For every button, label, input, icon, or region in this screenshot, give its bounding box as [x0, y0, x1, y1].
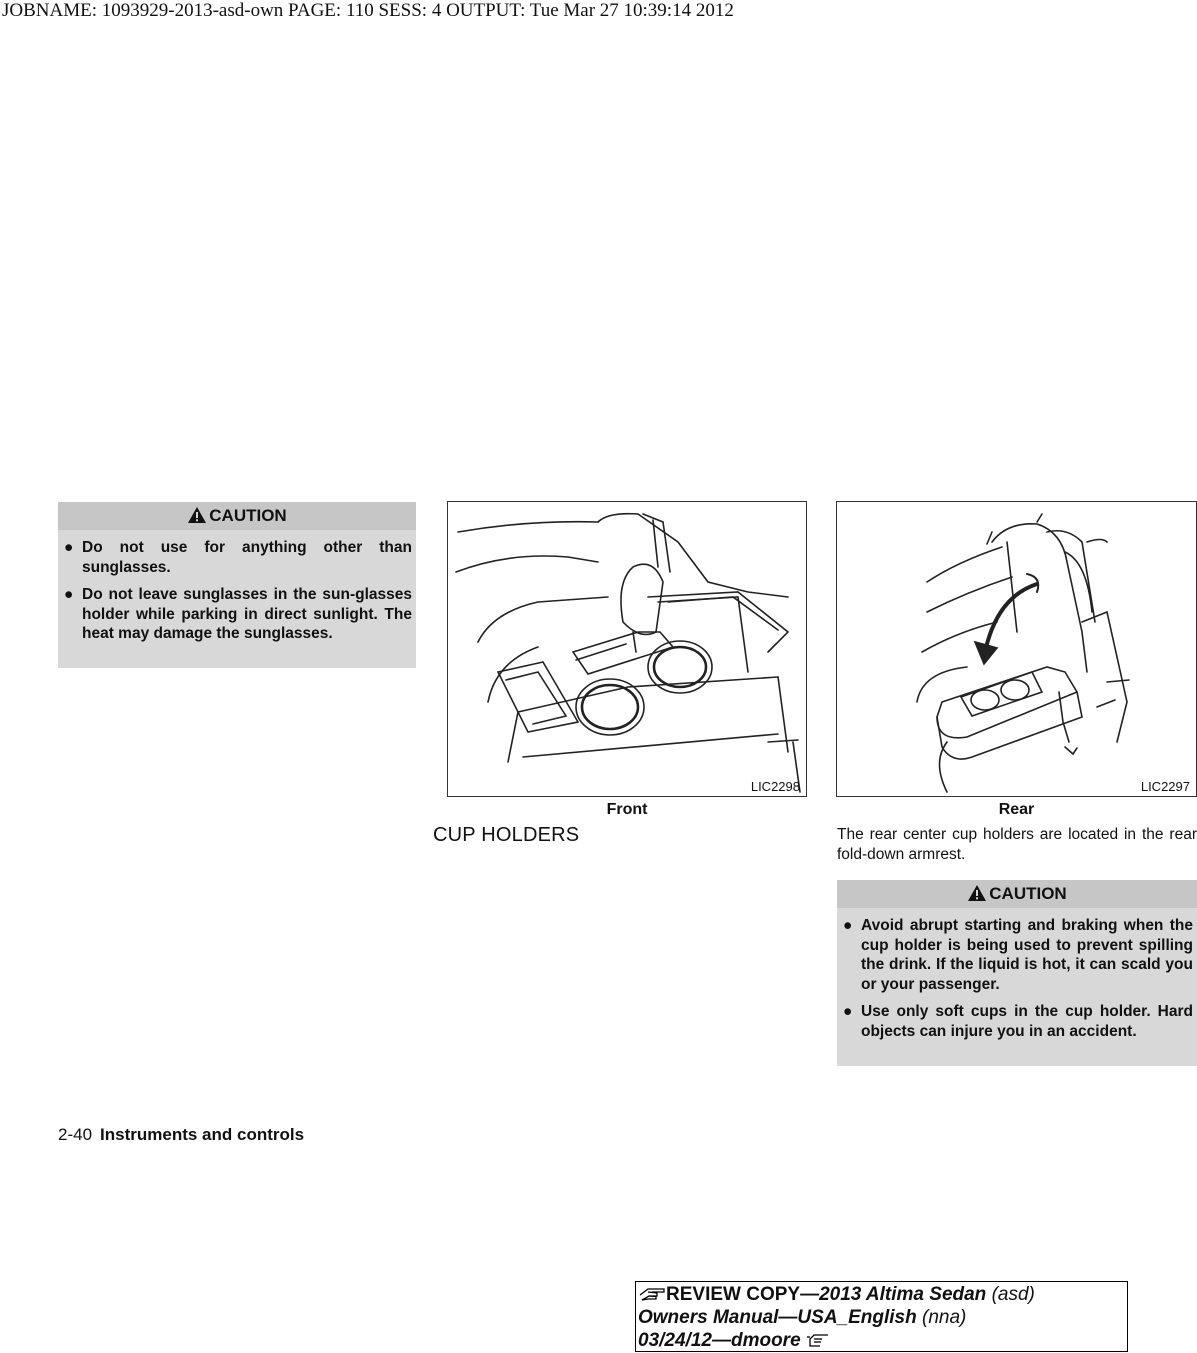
caution-box-left — [58, 502, 416, 668]
figure-front — [447, 501, 807, 797]
pointing-hand-icon — [638, 1285, 666, 1303]
caution-header — [837, 880, 1197, 908]
caution-title: CAUTION — [209, 506, 287, 525]
caution-list — [837, 908, 1197, 1049]
figure-caption-front: Front — [606, 801, 648, 818]
job-header: JOBNAME: 1093929-2013-asd-own PAGE: 110 SESS: 4 OUTPUT: Tue Mar 27 10:39:14 2012 — [2, 0, 734, 21]
caution-header — [58, 502, 416, 530]
caution-title: CAUTION — [989, 884, 1067, 903]
figure-code: LIC2298 — [750, 779, 800, 794]
rear-cup-holder-text: The rear center cup holders are located in the rear fold-down armrest. — [837, 826, 1197, 863]
center-console-cup-holders-illustration — [448, 502, 806, 796]
caution-item: ● Avoid abrupt starting and braking when the cup holder is being used to prevent spilling the drink. If the liquid is hot, it can scald you or your passenger. — [843, 917, 1193, 993]
figure-caption-rear: Rear — [998, 801, 1035, 818]
review-line-2: Owners Manual—USA_English (nna) — [638, 1307, 967, 1328]
section-name: Instruments and controls — [100, 1125, 305, 1144]
rear-armrest-cup-holder-illustration — [837, 502, 1196, 796]
review-line-1: REVIEW COPY—2013 Altima Sedan (asd) — [638, 1283, 1125, 1306]
warning-icon — [187, 506, 207, 524]
figure-rear — [836, 501, 1197, 797]
section-heading: CUP HOLDERS — [433, 824, 580, 846]
warning-icon — [967, 884, 987, 902]
page-footer — [58, 1125, 304, 1145]
review-line-3: 03/24/12—dmoore — [638, 1329, 1125, 1352]
caution-item: ● Do not leave sunglasses in the sun-glasses holder while parking in direct sunlight. The heat may damage the sunglasses. — [64, 586, 412, 642]
caution-item: ● Do not use for anything other than sunglasses. — [64, 539, 412, 576]
page-number: 2-40 — [58, 1125, 93, 1144]
caution-item: ● Use only soft cups in the cup holder. Hard objects can injure you in an accident. — [843, 1003, 1193, 1040]
caution-box-right — [837, 880, 1197, 1066]
figure-code: LIC2297 — [1140, 779, 1190, 794]
review-copy-box — [635, 1281, 1128, 1352]
caution-list — [58, 530, 416, 652]
writing-hand-icon — [806, 1331, 830, 1349]
